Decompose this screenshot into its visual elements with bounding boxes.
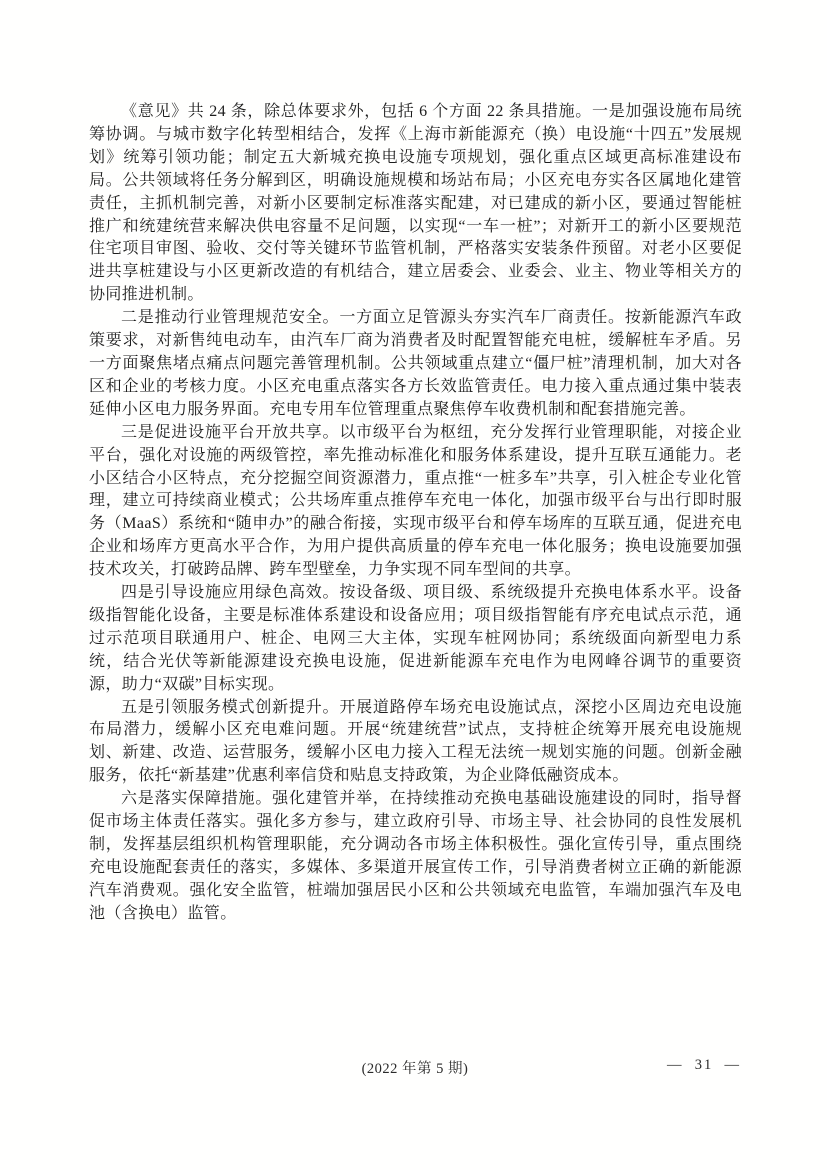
page-footer: [89, 1057, 741, 1079]
issue-label: (2022 年第 5 期): [361, 1061, 469, 1077]
paragraph-measure-3: 三是促进设施平台开放共享。以市级平台为枢纽，充分发挥行业管理职能，对接企业平台，强化对设施的两级管控，率先推动标准化和服务体系建设，提升互联互通能力。老小区结合小区特点，充分挖掘空间资源潜力，重点推“一桩多车”共享，引入桩企专业化管理，建立可持续商业模式；公共场库重点推停车充电一体化，加强市级平台与出行即时服务（MaaS）系统和“随申办”的融合衔接，实现市级平台和停车场库的互联互通，促进充电企业和场库方更高水平合作，为用户提供高质量的停车充电一体化服务；换电设施要加强技术攻关，打破跨品牌、跨车型壁垒，力争实现不同车型间的共享。: [89, 423, 742, 579]
body-text: [89, 101, 742, 926]
paragraph-overview: 《意见》共 24 条，除总体要求外，包括 6 个方面 22 条具措施。一是加强设施布局统筹协调。与城市数字化转型相结合，发挥《上海市新能源充（换）电设施“十四五”发展规划》统筹引领功能；制定五大新城充换电设施专项规划，强化重点区域更高标准建设布局。公共领域将任务分解到区，明确设施规模和场站布局；小区充电夯实各区属地化建管责任，主抓机制完善，对新小区要制定标准落实配建，对已建成的新小区，要通过智能桩推广和统建统营来解决供电容量不足问题，以实现“一车一桩”；对新开工的新小区要规范住宅项目审图、验收、交付等关键环节监管机制，严格落实安装条件预留。对老小区要促进共享桩建设与小区更新改造的有机结合，建立居委会、业委会、业主、物业等相关方的协同推进机制。: [89, 103, 742, 304]
paragraph-measure-5: 五是引领服务模式创新提升。开展道路停车场充电设施试点，深挖小区周边充电设施布局潜力，缓解小区充电难问题。开展“统建统营”试点，支持桩企统筹开展充电设施规划、新建、改造、运营服务，缓解小区电力接入工程无法统一规划实施的问题。创新金融服务，依托“新基建”优惠利率信贷和贴息支持政策，为企业降低融资成本。: [89, 698, 742, 785]
page-number: — 31 —: [667, 1057, 741, 1073]
paragraph-measure-6: 六是落实保障措施。强化建管并举，在持续推动充换电基础设施建设的同时，指导督促市场主体责任落实。强化多方参与，建立政府引导、市场主导、社会协同的良性发展机制，发挥基层组织机构管理职能，充分调动各市场主体积极性。强化宣传引导，重点围绕充电设施配套责任的落实，多媒体、多渠道开展宣传工作，引导消费者树立正确的新能源汽车消费观。强化安全监管，桩端加强居民小区和公共领域充电监管，车端加强汽车及电池（含换电）监管。: [89, 790, 742, 922]
paragraph-measure-2: 二是推动行业管理规范安全。一方面立足管源头夯实汽车厂商责任。按新能源汽车政策要求，对新售纯电动车，由汽车厂商为消费者及时配置智能充电桩，缓解桩车矛盾。另一方面聚焦堵点痛点问题完善管理机制。公共领域重点建立“僵尸桩”清理机制，加大对各区和企业的考核力度。小区充电重点落实各方长效监管责任。电力接入重点通过集中装表延伸小区电力服务界面。充电专用车位管理重点聚焦停车收费机制和配套措施完善。: [89, 309, 742, 418]
paragraph-measure-4: 四是引导设施应用绿色高效。按设备级、项目级、系统级提升充换电体系水平。设备级指智能化设备，主要是标准体系建设和设备应用；项目级指智能有序充电试点示范，通过示范项目联通用户、桩企、电网三大主体，实现车桩网协同；系统级面向新型电力系统，结合光伏等新能源建设充换电设施，促进新能源车充电作为电网峰谷调节的重要资源，助力“双碳”目标实现。: [89, 584, 742, 693]
